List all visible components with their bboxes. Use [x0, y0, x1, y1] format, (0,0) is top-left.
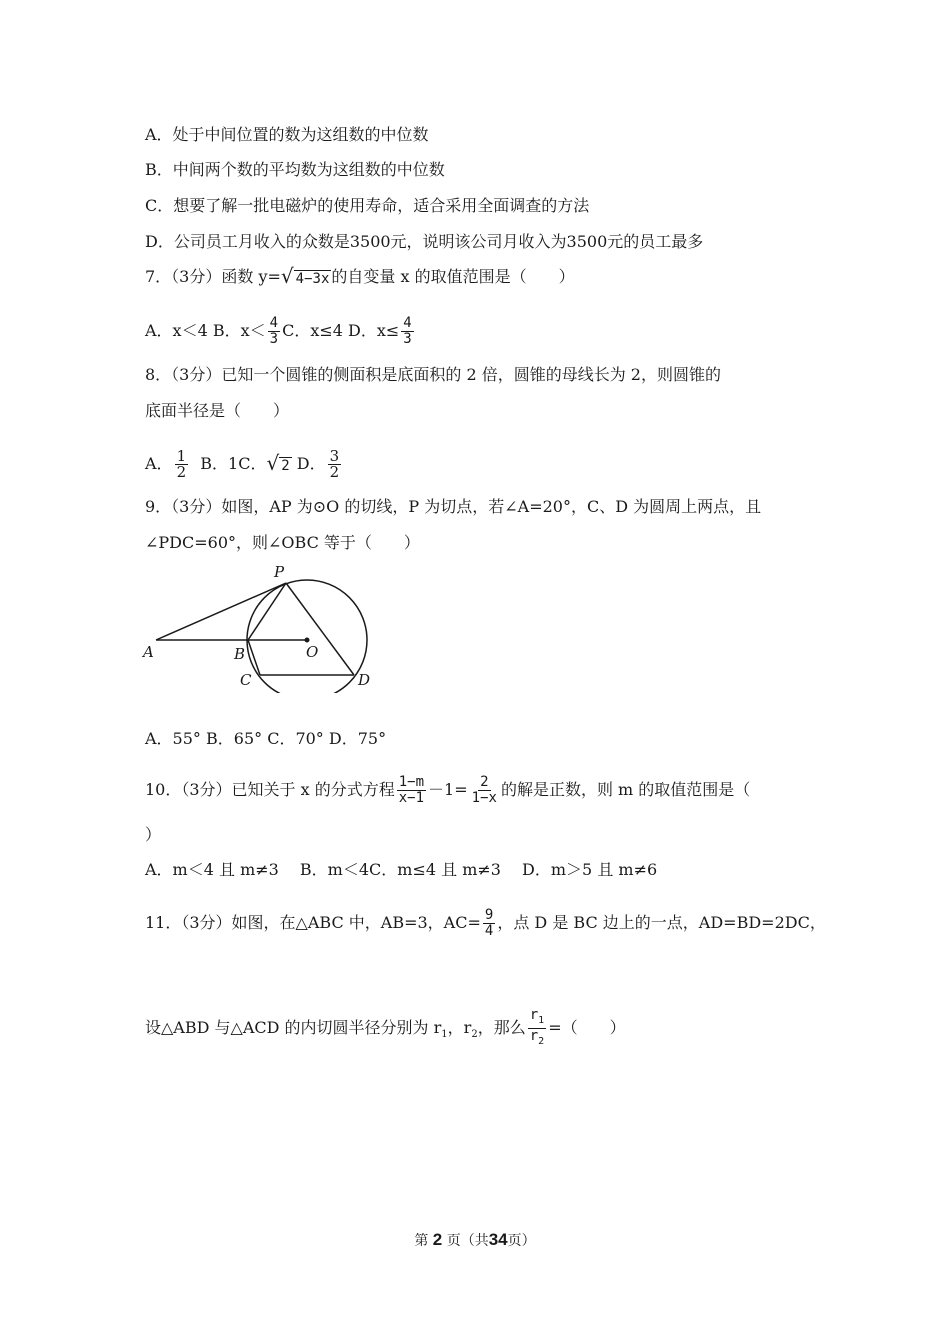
center-dot: [305, 638, 310, 643]
q7-sqrt: √ 4−3x: [280, 264, 330, 288]
q7-frac-b-num: 4: [269, 315, 279, 331]
q6-option-d: D．公司员工月收入的众数是3500元，说明该公司月收入为3500元的员工最多: [145, 232, 704, 251]
q6-option-c: C．想要了解一批电磁炉的使用寿命，适合采用全面调查的方法: [145, 196, 590, 215]
q11-line2-prefix: 设△ABD 与△ACD 的内切圆半径分别为 r: [145, 1017, 442, 1037]
q11-sub1: 1: [441, 1028, 448, 1040]
q8-frac-d-den: 2: [329, 463, 340, 481]
footer-post: 页）: [507, 1233, 536, 1249]
footer-pre: 第: [414, 1233, 429, 1249]
q10-frac1-den: x−1: [398, 790, 425, 806]
q11-frac: [483, 908, 495, 939]
q9-line1: 9．（3分）如图，AP 为⊙O 的切线，P 为切点，若∠A=20°，C、D 为圆周上两点，且: [145, 497, 762, 516]
q11-mid: ，r: [447, 1017, 472, 1037]
q7-frac-d-num: 4: [403, 315, 412, 331]
q8-opt-a: A．: [145, 454, 173, 473]
q10-frac1: [397, 775, 426, 806]
q10-mid: －1=: [428, 780, 468, 799]
q9-options: A．55° B．65° C．70° D．75°: [145, 729, 387, 748]
q8-options: [145, 449, 343, 480]
q11-stem: [145, 908, 826, 939]
q11-ratio-num-r: r: [529, 1007, 539, 1023]
footer-mid: 页（共: [446, 1233, 489, 1249]
q10-frac2-num: 2: [480, 774, 489, 790]
q7-opt-ab: A．x＜4 B．x＜: [145, 321, 266, 340]
q8-frac-d: [328, 449, 342, 480]
footer-total-pages: 34: [488, 1230, 508, 1249]
q11-ratio-num: [528, 1008, 546, 1029]
q8-sqrt: √ 2: [266, 451, 290, 475]
q8-frac-d-num: 3: [329, 447, 340, 465]
q10-frac2: [470, 775, 499, 806]
q8-radicand: 2: [281, 458, 290, 474]
circle-o: [247, 580, 367, 693]
q7-stem: [145, 266, 575, 289]
q10-prefix: 10．（3分）已知关于 x 的分式方程: [145, 780, 395, 799]
q7-frac-d: [401, 316, 413, 347]
q7-options: [145, 316, 416, 347]
q7-prefix: 7．（3分）函数 y=: [145, 267, 281, 286]
q11-ratio-num-sub: 1: [538, 1014, 545, 1026]
q11-line2-mid: ，那么: [477, 1017, 526, 1037]
q6-option-b: B．中间两个数的平均数为这组数的中位数: [145, 160, 445, 179]
q8-opt-d: D．: [296, 454, 326, 473]
label-b: B: [234, 645, 246, 663]
q10-line2: ）: [145, 825, 162, 844]
q11-line2: [145, 1008, 626, 1049]
q7-radicand: 4−3x: [295, 271, 330, 287]
q11-sub2: 2: [471, 1028, 478, 1040]
q11-ratio-den: [528, 1029, 546, 1049]
q9-figure: [140, 563, 380, 693]
q7-frac-d-den: 3: [403, 331, 412, 347]
label-a: A: [143, 643, 154, 661]
label-o: O: [306, 643, 319, 661]
footer-page-number: 2: [432, 1230, 443, 1249]
segment-pd: [286, 583, 354, 675]
q11-suffix: ，点 D 是 BC 边上的一点，AD=BD=2DC，: [497, 913, 826, 932]
q11-line2-suffix: =（ ）: [548, 1017, 626, 1037]
q7-opt-cd: C．x≤4 D．x≤: [282, 321, 400, 340]
q6-option-a: A．处于中间位置的数为这组数的中位数: [145, 125, 429, 144]
q8-frac-a-num: 1: [176, 447, 187, 465]
q8-frac-a-den: 2: [176, 463, 187, 481]
label-d: D: [358, 671, 371, 689]
q10-frac1-num: 1−m: [398, 774, 425, 790]
q8-frac-a: [175, 449, 189, 480]
q7-frac-b-den: 3: [269, 331, 279, 347]
q8-line1: 8．（3分）已知一个圆锥的侧面积是底面积的 2 倍，圆锥的母线长为 2，则圆锥的: [145, 365, 721, 384]
label-p: P: [274, 563, 285, 581]
q9-line2: ∠PDC=60°，则∠OBC 等于（ ）: [145, 533, 420, 552]
q7-suffix: 的自变量 x 的取值范围是（ ）: [331, 267, 575, 286]
q11-frac-num: 9: [484, 907, 494, 923]
label-c: C: [240, 671, 252, 689]
q11-ratio-frac: [528, 1008, 546, 1049]
q10-stem: [145, 775, 750, 806]
q11-ratio-den-sub: 2: [538, 1035, 545, 1047]
q11-prefix: 11．（3分）如图，在△ABC 中，AB=3，AC=: [145, 913, 481, 932]
q8-opt-bc: B．1C．: [200, 454, 267, 473]
page-footer: [0, 1230, 950, 1250]
q10-options: A．m＜4 且 m≠3 B．m＜4C．m≤4 且 m≠3 D．m＞5 且 m≠6: [145, 860, 658, 879]
q10-suffix: 的解是正数，则 m 的取值范围是（: [500, 780, 751, 799]
q10-frac2-den: 1−x: [471, 790, 497, 806]
q8-line2: 底面半径是（ ）: [145, 401, 290, 420]
q11-ratio-den-r: r: [529, 1027, 539, 1044]
q7-frac-b: [268, 316, 280, 347]
q11-frac-den: 4: [484, 923, 494, 939]
